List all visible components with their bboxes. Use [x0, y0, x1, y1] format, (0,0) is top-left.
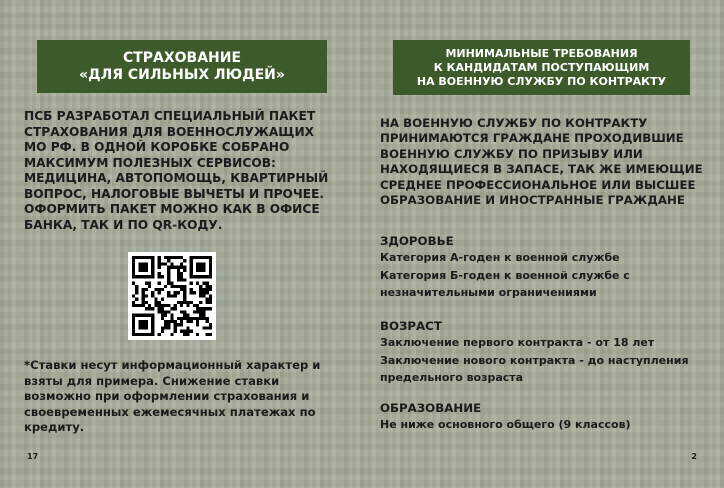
health-category-b: Категория Б-годен к военной службе с незначительными ограничениями	[380, 268, 630, 299]
age-first-contract: Заключение первого контракта - от 18 лет	[380, 336, 655, 349]
insurance-banner-line2: «ДЛЯ СИЛЬНЫХ ЛЮДЕЙ»	[79, 66, 285, 83]
right-page	[362, 0, 724, 488]
page-number-right: 2	[691, 452, 697, 461]
age-new-contract: Заключение нового контракта - до наступления предельного возраста	[380, 353, 689, 384]
requirements-banner-line1: МИНИМАЛЬНЫЕ ТРЕБОВАНИЯ	[445, 46, 638, 60]
rates-footnote: *Ставки несут информационный характер и взяты для примера. Снижение ставки возможно при оформлении страхования и своевременных ежемесячных платежах по кредиту.	[24, 358, 321, 434]
insurance-banner-line1: СТРАХОВАНИЕ	[122, 49, 242, 66]
qr-code-icon[interactable]	[128, 252, 216, 340]
education-section	[380, 400, 710, 434]
qr-code-graphic	[132, 256, 212, 336]
age-section	[380, 318, 710, 387]
page-number-left: 17	[27, 452, 39, 461]
health-title: ЗДОРОВЬЕ	[380, 234, 454, 248]
age-title: ВОЗРАСТ	[380, 319, 442, 333]
insurance-banner	[37, 40, 327, 93]
requirements-banner-line2: К КАНДИДАТАМ ПОСТУПАЮЩИМ	[433, 60, 650, 74]
education-minimum: Не ниже основного общего (9 классов)	[380, 418, 631, 431]
requirements-banner	[393, 40, 690, 95]
education-title: ОБРАЗОВАНИЕ	[380, 401, 482, 415]
insurance-intro-text: ПСБ РАЗРАБОТАЛ СПЕЦИАЛЬНЫЙ ПАКЕТ СТРАХОВАНИЯ ДЛЯ ВОЕННОСЛУЖАЩИХ МО РФ. В ОДНОЙ КОРОБКЕ СОБРАНО МАКСИМУМ ПОЛЕЗНЫХ СЕРВИСОВ: МЕДИЦИНА, АВТОПОМОЩЬ, КВАРТИРНЫЙ ВОПРОС, НАЛОГОВЫЕ ВЫЧЕТЫ И ПРОЧЕЕ. ОФОРМИТЬ ПАКЕТ МОЖНО КАК В ОФИСЕ БАНКА, ТАК И ПО QR-КОДУ.	[24, 109, 329, 232]
health-section	[380, 233, 710, 302]
requirements-banner-line3: НА ВОЕННУЮ СЛУЖБУ ПО КОНТРАКТУ	[416, 74, 667, 88]
health-category-a: Категория А-годен к военной службе	[380, 251, 620, 264]
requirements-lead-text: НА ВОЕННУЮ СЛУЖБУ ПО КОНТРАКТУ ПРИНИМАЮТСЯ ГРАЖДАНЕ ПРОХОДИВШИЕ ВОЕННУЮ СЛУЖБУ ПО ПРИЗЫВУ ИЛИ НАХОДЯЩИЕСЯ В ЗАПАСЕ, ТАК ЖЕ ИМЕЮЩИЕ СРЕДНЕЕ ПРОФЕССИОНАЛЬНОЕ ИЛИ ВЫСШЕЕ ОБРАЗОВАНИЕ И ИНОСТРАННЫЕ ГРАЖДАНЕ	[380, 116, 703, 208]
